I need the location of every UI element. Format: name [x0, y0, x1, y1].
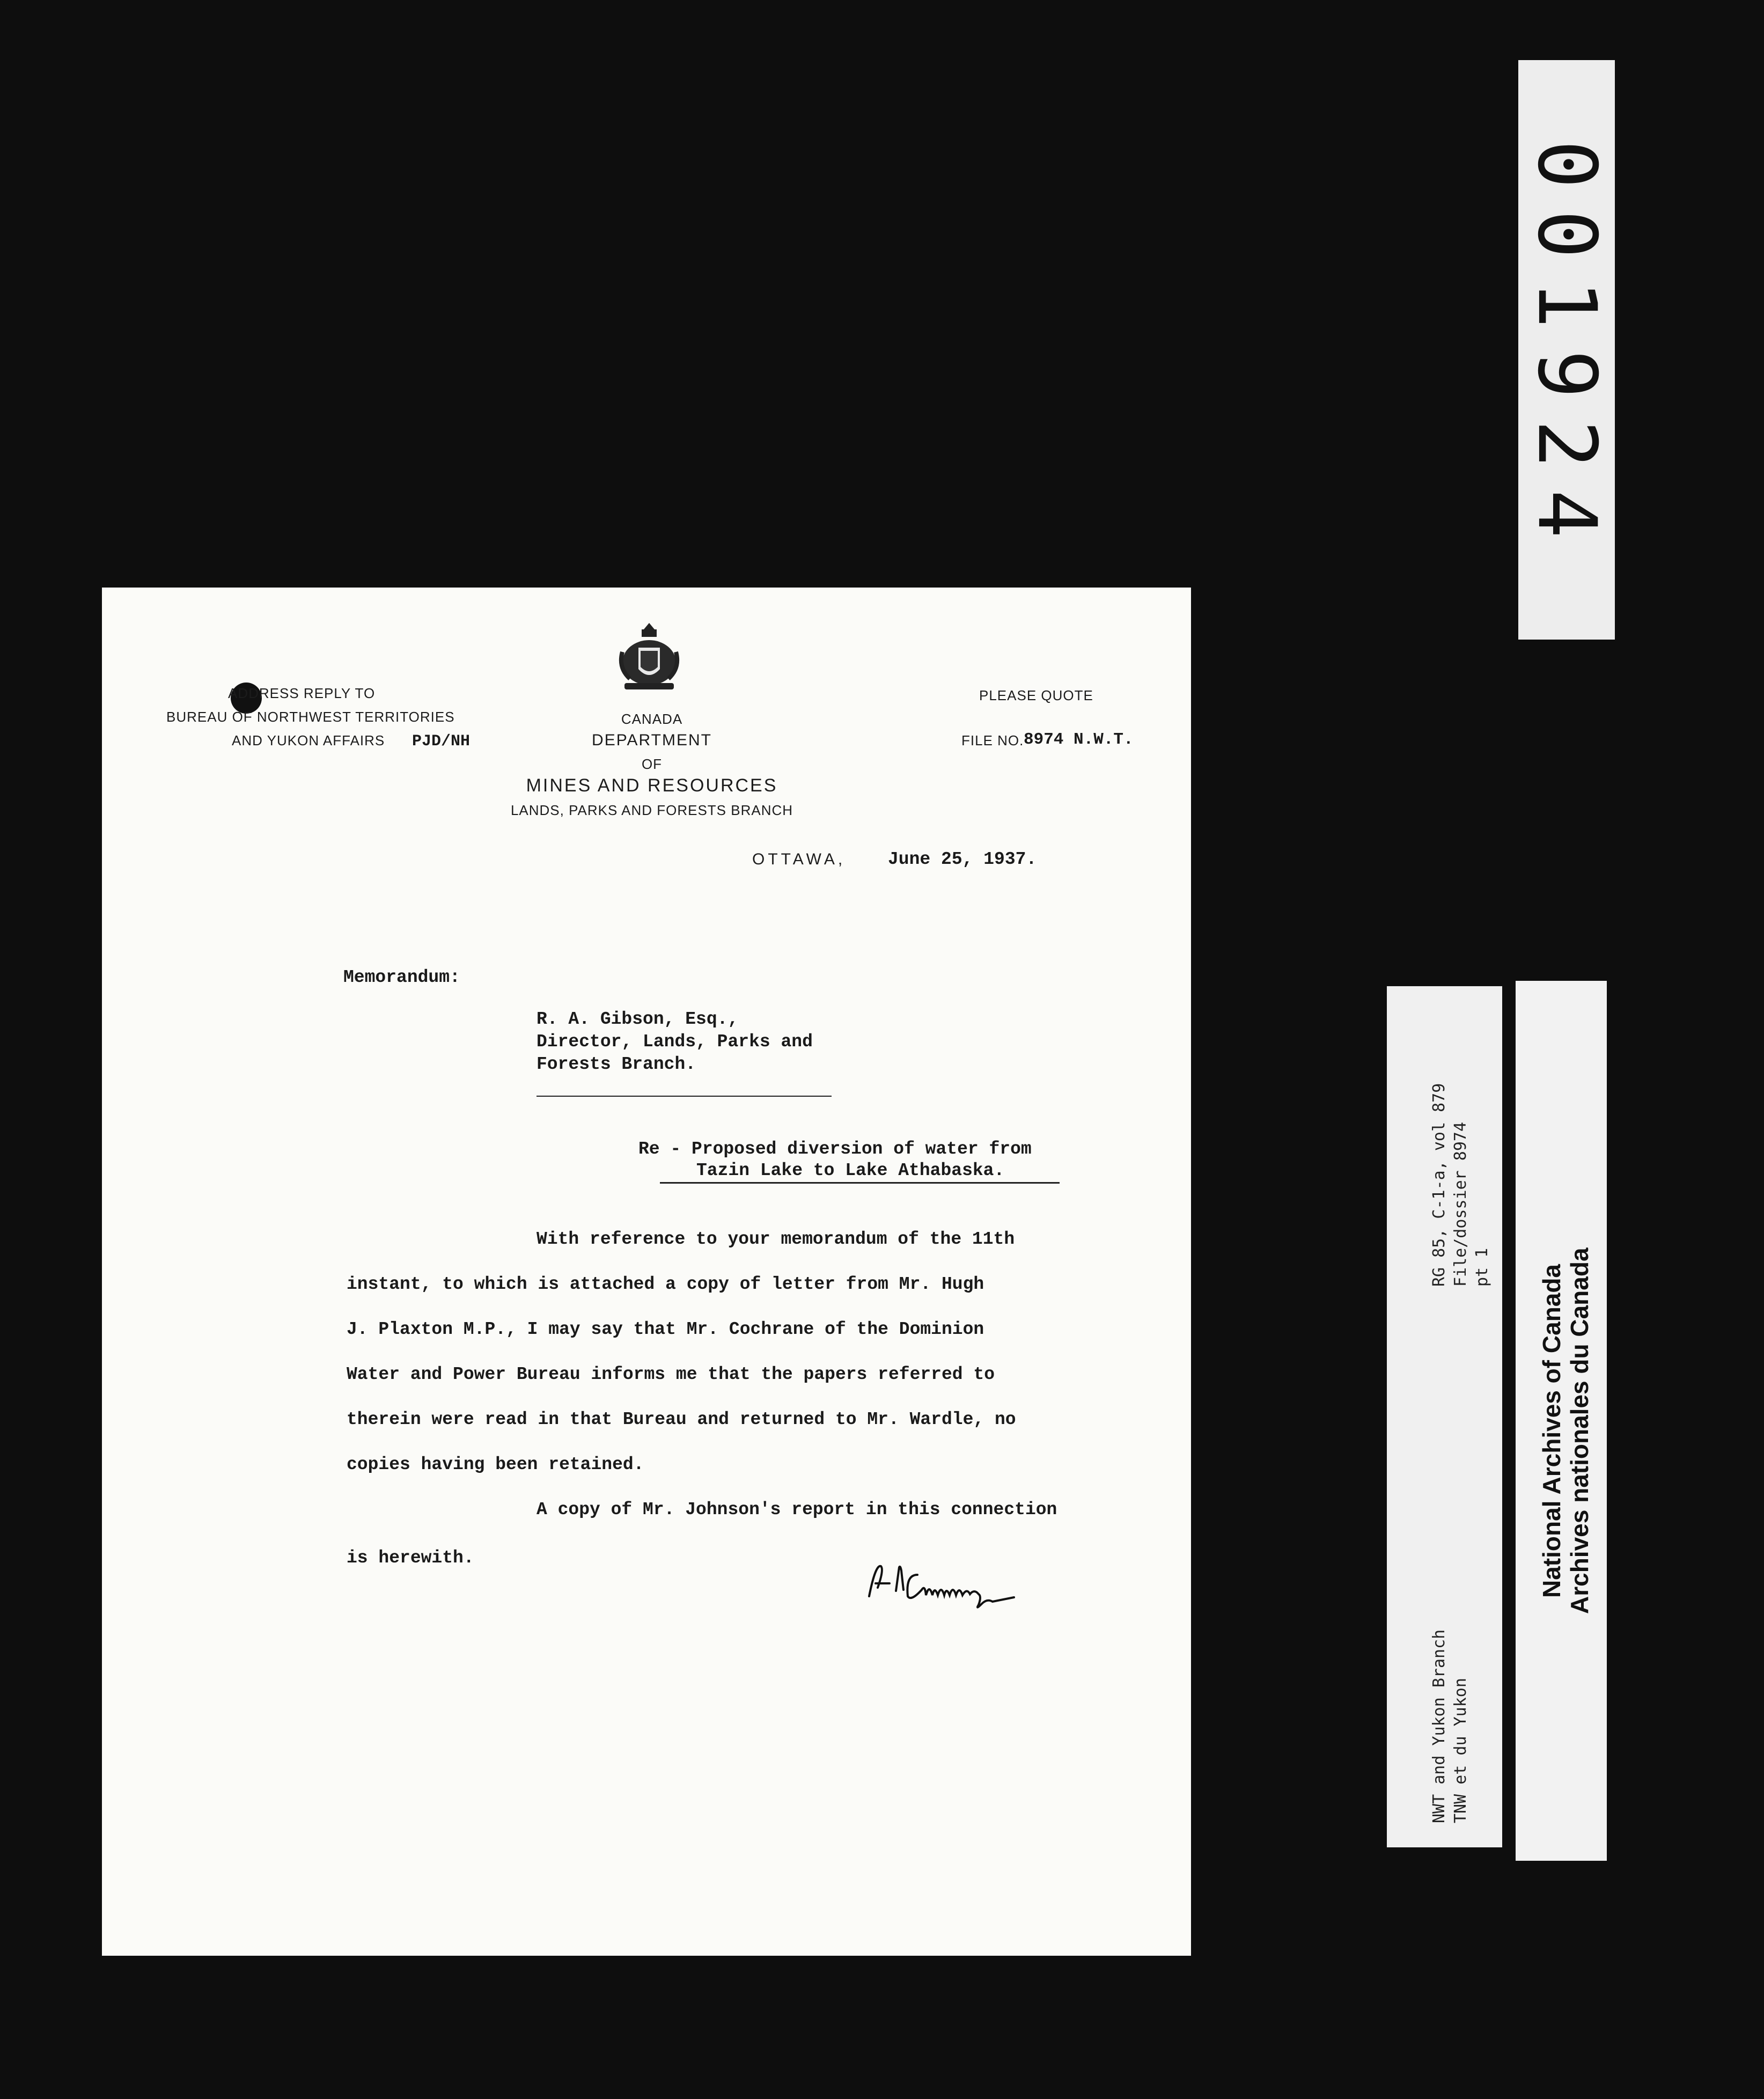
addressee-line1: R. A. Gibson, Esq., — [536, 1009, 739, 1029]
institution-line2: Archives nationales du Canada — [1565, 1247, 1593, 1614]
addressee-line2: Director, Lands, Parks and — [536, 1032, 813, 1052]
subject-underline — [660, 1182, 1060, 1184]
body-line-4: Water and Power Bureau informs me that the papers referred to — [347, 1364, 995, 1384]
reference-line4: NWT and Yukon Branch — [1430, 1629, 1449, 1823]
closing-line-1: A copy of Mr. Johnson's report in this connection — [536, 1500, 1057, 1520]
dateline-date: June 25, 1937. — [888, 849, 1037, 869]
body-line-5: therein were read in that Bureau and returned to Mr. Wardle, no — [347, 1410, 1016, 1429]
coat-of-arms-icon — [617, 620, 681, 700]
address-reply-line2: BUREAU OF NORTHWEST TERRITORIES — [166, 709, 455, 725]
addressee-line3: Forests Branch. — [536, 1054, 696, 1074]
file-no-value: 8974 N.W.T. — [1024, 730, 1134, 749]
please-quote-label: PLEASE QUOTE — [979, 687, 1093, 703]
frame-number-strip — [1518, 60, 1615, 640]
memo-sheet — [102, 588, 1191, 1956]
department-label: DEPARTMENT — [592, 731, 712, 749]
archive-reference-label — [1387, 986, 1502, 1847]
body-line-6: copies having been retained. — [347, 1455, 644, 1474]
reference-initials: PJD/NH — [412, 732, 471, 751]
body-line-3: J. Plaxton M.P., I may say that Mr. Cochrane of the Dominion — [347, 1319, 984, 1339]
signature — [864, 1553, 1111, 1612]
institution-line1: National Archives of Canada — [1538, 1264, 1565, 1598]
ministry-label: MINES AND RESOURCES — [526, 775, 778, 796]
dateline-city: OTTAWA, — [752, 850, 846, 868]
country-label: CANADA — [621, 711, 683, 727]
of-label: OF — [641, 756, 663, 772]
body-line-2: instant, to which is attached a copy of letter from Mr. Hugh — [347, 1274, 984, 1294]
addressee-rule — [536, 1096, 832, 1097]
file-no-label: FILE NO. — [961, 732, 1024, 748]
memo-heading: Memorandum: — [343, 967, 460, 987]
subject-line1: Re - Proposed diversion of water from — [638, 1139, 1032, 1159]
archive-institution-label — [1516, 981, 1607, 1861]
closing-line-2: is herewith. — [347, 1548, 474, 1568]
reference-line1: RG 85, C-1-a, vol 879 — [1430, 1083, 1449, 1287]
reference-line5: TNW et du Yukon — [1451, 1678, 1470, 1823]
reference-line2: File/dossier 8974 — [1451, 1121, 1470, 1287]
address-reply-line1: ADDRESS REPLY TO — [228, 685, 376, 701]
branch-label: LANDS, PARKS AND FORESTS BRANCH — [510, 802, 793, 818]
address-reply-line3: AND YUKON AFFAIRS — [232, 732, 385, 748]
subject-line2: Tazin Lake to Lake Athabaska. — [696, 1161, 1005, 1180]
body-line-1: With reference to your memorandum of the 11th — [536, 1229, 1015, 1249]
reference-line3: pt 1 — [1473, 1247, 1491, 1287]
frame-number: 001924 — [1520, 140, 1614, 560]
